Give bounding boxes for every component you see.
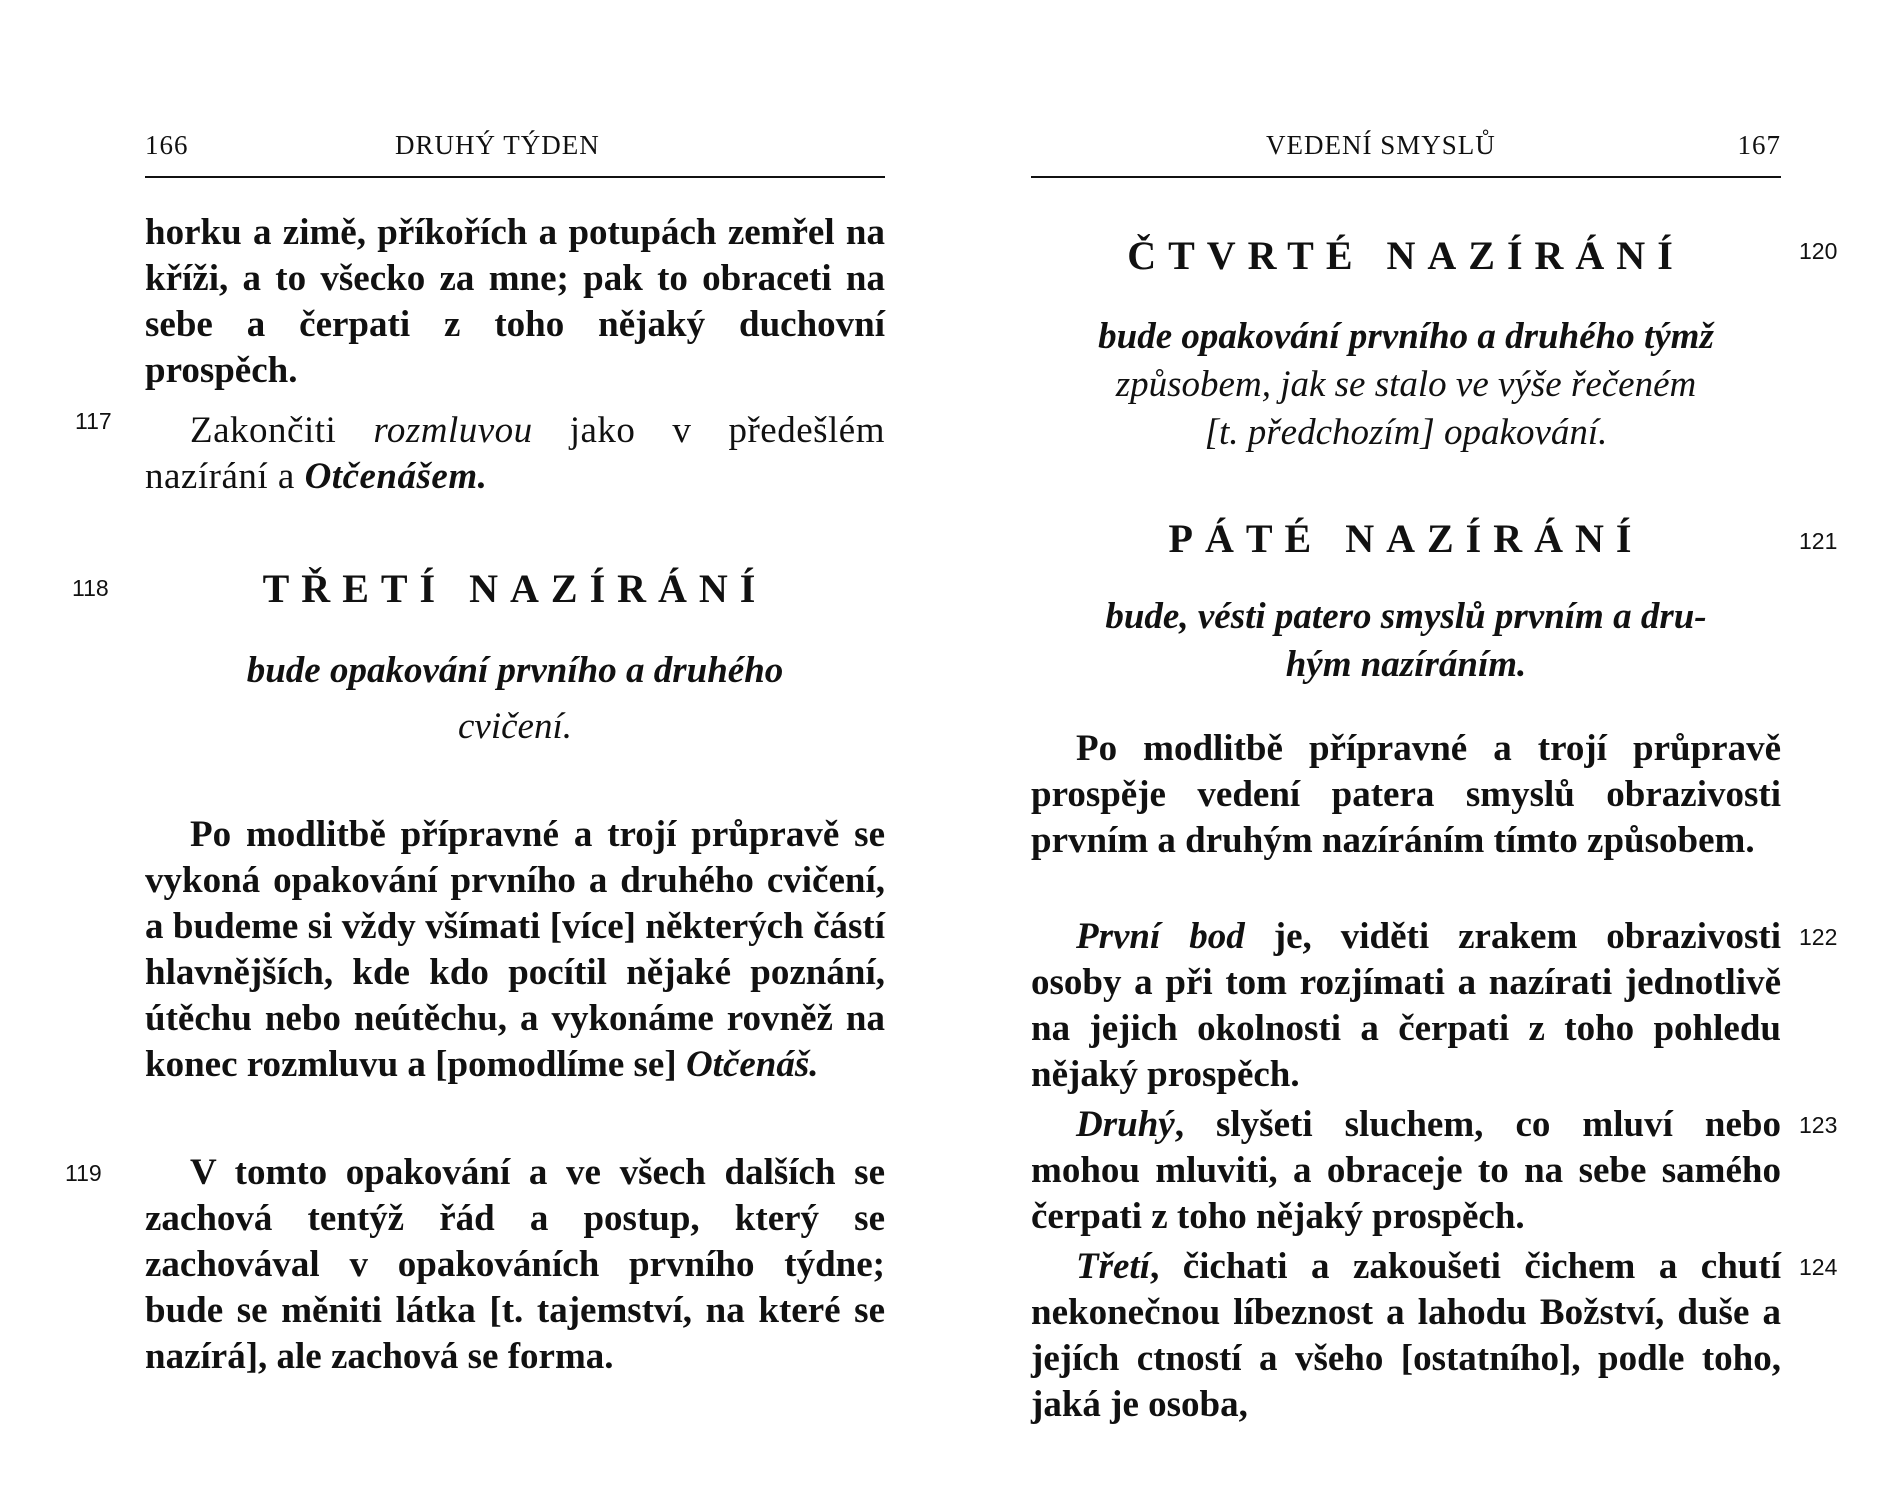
left-page-header [145, 130, 885, 170]
right-page-number: 167 [1737, 130, 1781, 160]
right-heading-ctvrte-nazirani: ČTVRTÉ NAZÍRÁNÍ [1127, 233, 1685, 278]
right-para3-text: , slyšeti sluchem, co mluví nebo mohou mluviti, a obraceje to na sebe samého čerpati z toho nějaký prospěch. [1031, 1104, 1781, 1237]
para4-text: V tomto opakování a ve všech dalších se zachová tentýž řád a postup, který se zachovával v opakováních prvního týdne; bude se měniti látka [t. tajemství, na které se nazírá], ale zachová se forma. [145, 1152, 885, 1377]
right-para4-text: , čichati a zakoušeti čichem a chutí nekonečnou líbeznost a lahodu Božství, duše a jejích ctností a všeho [ostatního], podle toho, jaká je osoba, [1031, 1246, 1781, 1425]
right-subtitle1-line-1: bude opakování prvního a druhého týmž [1098, 316, 1714, 357]
right-para2-italic: První bod [1076, 916, 1245, 957]
margin-number-117: 117 [75, 408, 112, 434]
margin-number-119: 119 [65, 1160, 102, 1186]
right-paragraph-1 [1031, 726, 1781, 864]
para3-text: Po modlitbě přípravné a trojí průpravě se vykoná opakování prvního a druhého cvičení, a budeme si vždy všímati [více] některých částí hlavnějších, kde kdo pocítil nějaké poznání, útěchu nebo neútěchu, a vykonáme rovněž na konec rozmluvu a [pomodlíme se] [145, 814, 885, 1085]
right-running-head: VEDENÍ SMYSLŮ [1266, 130, 1496, 160]
left-running-head: DRUHÝ TÝDEN [395, 130, 600, 160]
para2-italic-otcenasem: Otčenášem. [304, 456, 488, 497]
left-heading-treti-nazirani: TŘETÍ NAZÍRÁNÍ [262, 566, 768, 611]
right-page [946, 0, 1892, 1500]
right-paragraph-2 [1031, 914, 1781, 1098]
right-paragraph-4 [1031, 1244, 1781, 1428]
margin-number-120: 120 [1799, 238, 1838, 264]
right-page-header [1031, 130, 1781, 170]
right-paragraph-3 [1031, 1102, 1781, 1240]
left-page-number: 166 [145, 130, 189, 160]
left-subtitle-line-1: bude opakování prvního a druhého [246, 650, 784, 691]
left-paragraph-1: horku a zimě, příkořích a potupách zemřel na kříži, a to všecko za mne; pak to obraceti na sebe a čerpati z toho nějaký duchovní prospěch. [145, 212, 885, 391]
margin-number-124: 124 [1799, 1254, 1838, 1280]
margin-number-122: 122 [1799, 924, 1838, 950]
right-subtitle1-line-3: [t. předchozím] opakování. [1204, 412, 1608, 453]
para2-text-a: Zakončiti [190, 410, 374, 451]
right-header-rule [1031, 176, 1781, 178]
right-para3-italic: Druhý [1076, 1104, 1175, 1145]
left-paragraph-3 [145, 812, 885, 1088]
right-para1-text: Po modlitbě přípravné a trojí průpravě prospěje vedení patera smyslů obrazivosti prvním a druhým nazíráním tímto způsobem. [1031, 728, 1781, 861]
margin-number-123: 123 [1799, 1112, 1838, 1138]
left-subtitle-line-2: cvičení. [458, 706, 572, 747]
margin-number-121: 121 [1799, 528, 1838, 554]
right-subtitle1-line-2: způsobem, jak se stalo ve výše řečeném [1115, 364, 1697, 405]
right-para4-italic: Třetí [1076, 1246, 1150, 1287]
right-subtitle2-line-1: bude, vésti patero smyslů prvním a dru- [1105, 596, 1707, 637]
right-subtitle2-line-2: hým nazíráním. [1285, 644, 1527, 685]
para3-italic-otcenas: Otčenáš. [685, 1044, 819, 1085]
left-header-rule [145, 176, 885, 178]
para2-italic-rozmluvou: rozmluvou [373, 410, 533, 451]
left-paragraph-2 [145, 408, 885, 500]
margin-number-118: 118 [72, 575, 109, 601]
right-para2-text: je, viděti zrakem obrazivosti osoby a při tom rozjímati a nazírati jednotlivě na jejich okolnosti a čerpati z toho pohledu nějaký prospěch. [1031, 916, 1781, 1095]
left-paragraph-4 [145, 1150, 885, 1380]
para2-text-c: jako v předešlém nazírání a [145, 410, 885, 497]
right-heading-pate-nazirani: PÁTÉ NAZÍRÁNÍ [1168, 516, 1644, 561]
